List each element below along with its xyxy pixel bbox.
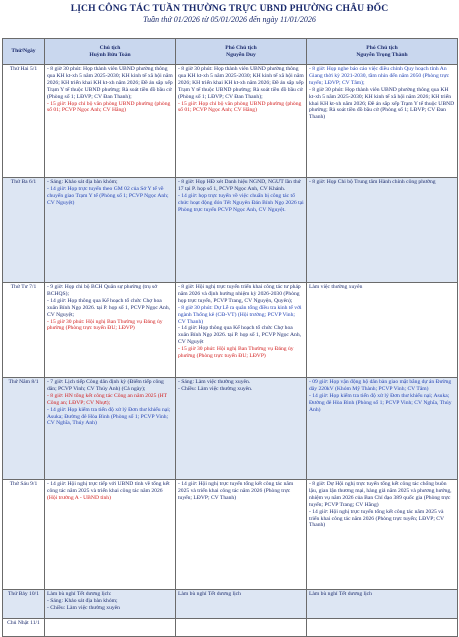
column-header-line: Phó Chủ tịch xyxy=(366,44,398,51)
schedule-cell xyxy=(307,619,458,637)
header-row xyxy=(3,39,458,65)
schedule-row xyxy=(3,480,458,590)
schedule-cell xyxy=(176,480,307,590)
schedule-entry: - 15 giờ 30 phút: Hội nghị Ban Thường vụ Đảng ủy phường (Phòng trực tuyến ĐU; LĐVP) xyxy=(178,346,294,360)
schedule-entry: - 8 giờ: Hội nghị trực tuyến triển khai công tác tư pháp năm 2026 và định hướng nhiệm kỳ 2026-2030 (Phòng họp trực tuyến, PCVP Trang, CV Nguyện, Quyên); xyxy=(178,284,301,304)
schedule-entry: - 8 giờ: Họp nghe báo cáo việc điều chỉnh Quy hoạch tỉnh An Giang thời kỳ 2021-2030, tầm nhìn đến năm 2050 (Phòng trực tuyến; LĐVP; CV Tâm); xyxy=(309,66,450,86)
schedule-entry: - 14 giờ: Hội nghị trực tuyến tổng kết công tác năm 2025 và triển khai công tác năm 2026 (Phòng trực tuyến; LĐVP; CV Thanh) xyxy=(178,481,294,501)
schedule-row xyxy=(3,283,458,378)
page-title: LỊCH CÔNG TÁC TUẦN THƯỜNG TRỰC UBND PHƯỜNG CHÂU ĐỐC xyxy=(70,3,389,14)
day-cell: Thứ Năm 8/1 xyxy=(3,378,45,480)
schedule-cell xyxy=(307,178,458,283)
schedule-cell xyxy=(307,590,458,619)
schedule-entry: Làm bù nghỉ Tết dương lịch xyxy=(309,591,372,597)
schedule-table xyxy=(2,38,458,637)
schedule-entry: - 14 giờ: họp trực tuyến về việc chuẩn bị công tác tổ chức hoạt động đón Tết Nguyên Đán Bính Ngọ 2026 tại Phòng trực tuyến PCVP Ngọc Anh, CV Nguyệt. xyxy=(178,192,304,213)
column-header-line: Thứ/Ngày xyxy=(11,48,36,55)
schedule-row xyxy=(3,65,458,178)
schedule-entry: - 8 giờ: Họp Chi bộ Trung tâm Hành chính công phường xyxy=(309,179,436,185)
schedule-entry: - 14 giờ: Họp thông qua Kế hoạch tổ chức Chợ hoa xuân Bính Ngọ 2026. tại P. họp số 1, PCVP Ngọc Anh, CV Nguyệt; xyxy=(47,297,171,318)
schedule-cell xyxy=(307,480,458,590)
column-header-chairman xyxy=(45,39,176,65)
column-header-line: Nguyễn Trọng Thành xyxy=(356,51,408,58)
schedule-row xyxy=(3,178,458,283)
schedule-entry: - 8 giờ 30 phút: Họp thành viên UBND phường thông qua KH kt-xh 5 năm 2025-2030; KH kinh tế xã hội năm 2026; KH triển khai KH kt-xh năm 2026; Đề án sắp xếp Trạm Y tế thuộc UBND phường; Rà soát tiền đồ bầu cử (Phòng số 1; LĐVP; CV Đan Thanh); xyxy=(47,66,173,100)
schedule-entry: - Sáng: Làm việc thường xuyên. xyxy=(178,379,251,385)
schedule-cell xyxy=(45,283,176,378)
schedule-entry: - Chiều: Làm việc thường xuyên xyxy=(47,604,120,611)
schedule-entry: - Sáng: Khảo sát địa bàn khóm; xyxy=(47,179,118,185)
schedule-cell xyxy=(45,65,176,178)
column-header-line: Phó Chủ tịch xyxy=(225,44,257,51)
schedule-cell xyxy=(176,65,307,178)
schedule-entry: - 14 giờ: Họp kiểm tra tiến độ xử lý Đơn thư khiếu nại; Asuka; Đường đê Hòa Bình (Phòng số 1; PCVP Vinh; CV Nghĩa, Thúy Anh) xyxy=(309,392,452,413)
page-subtitle: Tuần thứ 01/2026 từ 05/01/2026 đến ngày 11/01/2026 xyxy=(143,15,316,24)
schedule-entry: - 9 giờ: Họp chi bộ BCH Quân sự phường (trụ sở BCHQS); xyxy=(47,284,158,297)
schedule-entry: - 8 giờ 30 phút: Dự Lễ ra quân tổng điều tra kinh tế với ngành Thống kê (CĐ-VT) (Hội trường; PCVP Vinh; CV Thanh) xyxy=(178,304,302,325)
schedule-entry: - 14 giờ: Hội nghị trực tiếp với UBND tỉnh về tổng kết công tác năm 2025 và triển khai công tác năm 2026 (Hội trường A - UBND tỉnh) xyxy=(47,481,170,501)
schedule-entry: - 8 giờ: Dự Hội nghị trực tuyến tổng kết công tác chống buôn lậu, gian lận thương mại, hàng giả năm 2025 và phương hướng, nhiệm vụ năm 2026 của Ban Chỉ đạo 389 quốc gia (Phòng trực tuyến; PCVP Trang; CV Hằng) xyxy=(309,481,452,508)
schedule-cell xyxy=(45,619,176,637)
day-cell: Thứ Bảy 10/1 xyxy=(3,590,45,619)
schedule-entry: - Sáng: Khảo sát địa bàn khóm; xyxy=(47,597,118,604)
schedule-entry: - 09 giờ: Họp vận động hộ dân bàn giao mặt bằng dự án Đường dây 220kV (Khóm Mỹ Thành; PCVP Vinh; CV Tâm) xyxy=(309,379,452,392)
schedule-cell xyxy=(307,283,458,378)
day-cell: Thứ Ba 6/1 xyxy=(3,178,45,283)
column-header-day xyxy=(3,39,45,65)
schedule-cell xyxy=(176,378,307,480)
schedule-entry: Làm việc thường xuyên xyxy=(309,284,363,290)
column-header-vice-chair-1 xyxy=(176,39,307,65)
schedule-entry: Làm bù nghỉ Tết dương lịch xyxy=(178,591,241,597)
schedule-row xyxy=(3,590,458,619)
day-cell: Chủ Nhật 11/1 xyxy=(3,619,45,637)
schedule-entry: - 7 giờ: Lịch tiếp Công dân định kỳ (Điểm tiếp công dân; PCVP Vinh; CV Thúy Anh) (Cả ngày); xyxy=(47,379,164,392)
schedule-entry: - 8 giờ: Họp HĐ xét Danh hiệu NGND, NGƯT lần thứ 17 tại P. họp số 1, PCVP Ngọc Anh, CV Khánh. xyxy=(178,179,301,192)
schedule-entry: Làm bù nghỉ Tết dương lịch: xyxy=(47,591,112,597)
schedule-entry: - 14 giờ: Họp thông qua Kế hoạch tổ chức Chợ hoa xuân Bính Ngọ 2026. tại P. họp số 1, PCVP Ngọc Anh, CV Nguyệt xyxy=(178,325,302,346)
schedule-entry: - 15 giờ 30 phút: Hội nghị Ban Thường vụ Đảng ủy phường (Phòng trực tuyến ĐU; LĐVP) xyxy=(47,318,163,332)
schedule-cell xyxy=(45,178,176,283)
schedule-cell xyxy=(45,378,176,480)
column-header-vice-chair-2 xyxy=(307,39,458,65)
schedule-cell xyxy=(176,590,307,619)
schedule-row xyxy=(3,619,458,637)
column-header-line: Chủ tịch xyxy=(99,44,121,51)
day-cell: Thứ Sáu 9/1 xyxy=(3,480,45,590)
schedule-cell xyxy=(307,378,458,480)
schedule-entry: - 14 giờ: Họp trực tuyến theo GM 02 của Sở Y tế về chuyển giao Trạm Y tế (Phòng số 1; PCVP Ngọc Anh; CV Nguyệt) xyxy=(47,185,169,206)
schedule-cell xyxy=(176,178,307,283)
schedule-entry: - 8 giờ: HN tổng kết công tác Công an năm 2025 (HT Công an; LĐVP; CV Nhựt); xyxy=(47,392,167,406)
schedule-entry: - 14 giờ: Họp kiểm tra tiến độ xử lý Đơn thư khiếu nại; Asuka; Đường đê Hòa Bình (Phòng số 1; PCVP Vinh; CV Nghĩa, Thúy Anh) xyxy=(47,406,171,427)
schedule-entry: - 15 giờ: Họp chỉ bộ văn phòng UBND phường (phòng số 01; PCVP Ngọc Anh; CV Hằng) xyxy=(47,100,171,114)
schedule-cell xyxy=(45,480,176,590)
schedule-entry: - 8 giờ 30 phút: Họp thành viên UBND phường thông qua KH kt-xh 5 năm 2025-2030; KH kinh tế xã hội năm 2026; KH triển khai KH kt-xh năm 2026; Đề án sắp xếp Trạm Y tế thuộc UBND phường; Rà soát tiền đồ bầu cử (Phòng số 1; LĐVP; CV Đan Thanh) xyxy=(309,86,455,121)
schedule-cell xyxy=(176,619,307,637)
schedule-cell xyxy=(307,65,458,178)
day-cell: Thứ Tư 7/1 xyxy=(3,283,45,378)
column-header-line: Huỳnh Bửu Toàn xyxy=(89,51,131,58)
schedule-entry: - 8 giờ 30 phút: Họp thành viên UBND phường thông qua KH kt-xh 5 năm 2025-2030; KH kinh tế xã hội năm 2026; KH triển khai KH kt-xh năm 2026; Đề án sắp xếp Trạm Y tế thuộc UBND phường; Rà soát tiền đồ bầu cử (Phòng số 1; LĐVP; CV Đan Thanh); xyxy=(178,66,304,100)
schedule-cell xyxy=(45,590,176,619)
schedule-entry: - Chiều: Làm việc thường xuyên. xyxy=(178,385,253,392)
schedule-entry: - 15 giờ: Họp chỉ bộ văn phòng UBND phường (phòng số 01; PCVP Ngọc Anh; CV Hằng) xyxy=(178,100,302,114)
schedule-entry: - 14 giờ: Hội nghị trực tuyến tổng kết công tác năm 2025 và triển khai công tác năm 2026 (Phòng trực tuyến; LĐVP; CV Thanh) xyxy=(309,508,444,529)
schedule-cell xyxy=(176,283,307,378)
day-cell: Thứ Hai 5/1 xyxy=(3,65,45,178)
column-header-line: Nguyễn Duy xyxy=(226,51,256,58)
schedule-body xyxy=(3,65,458,637)
schedule-row xyxy=(3,378,458,480)
